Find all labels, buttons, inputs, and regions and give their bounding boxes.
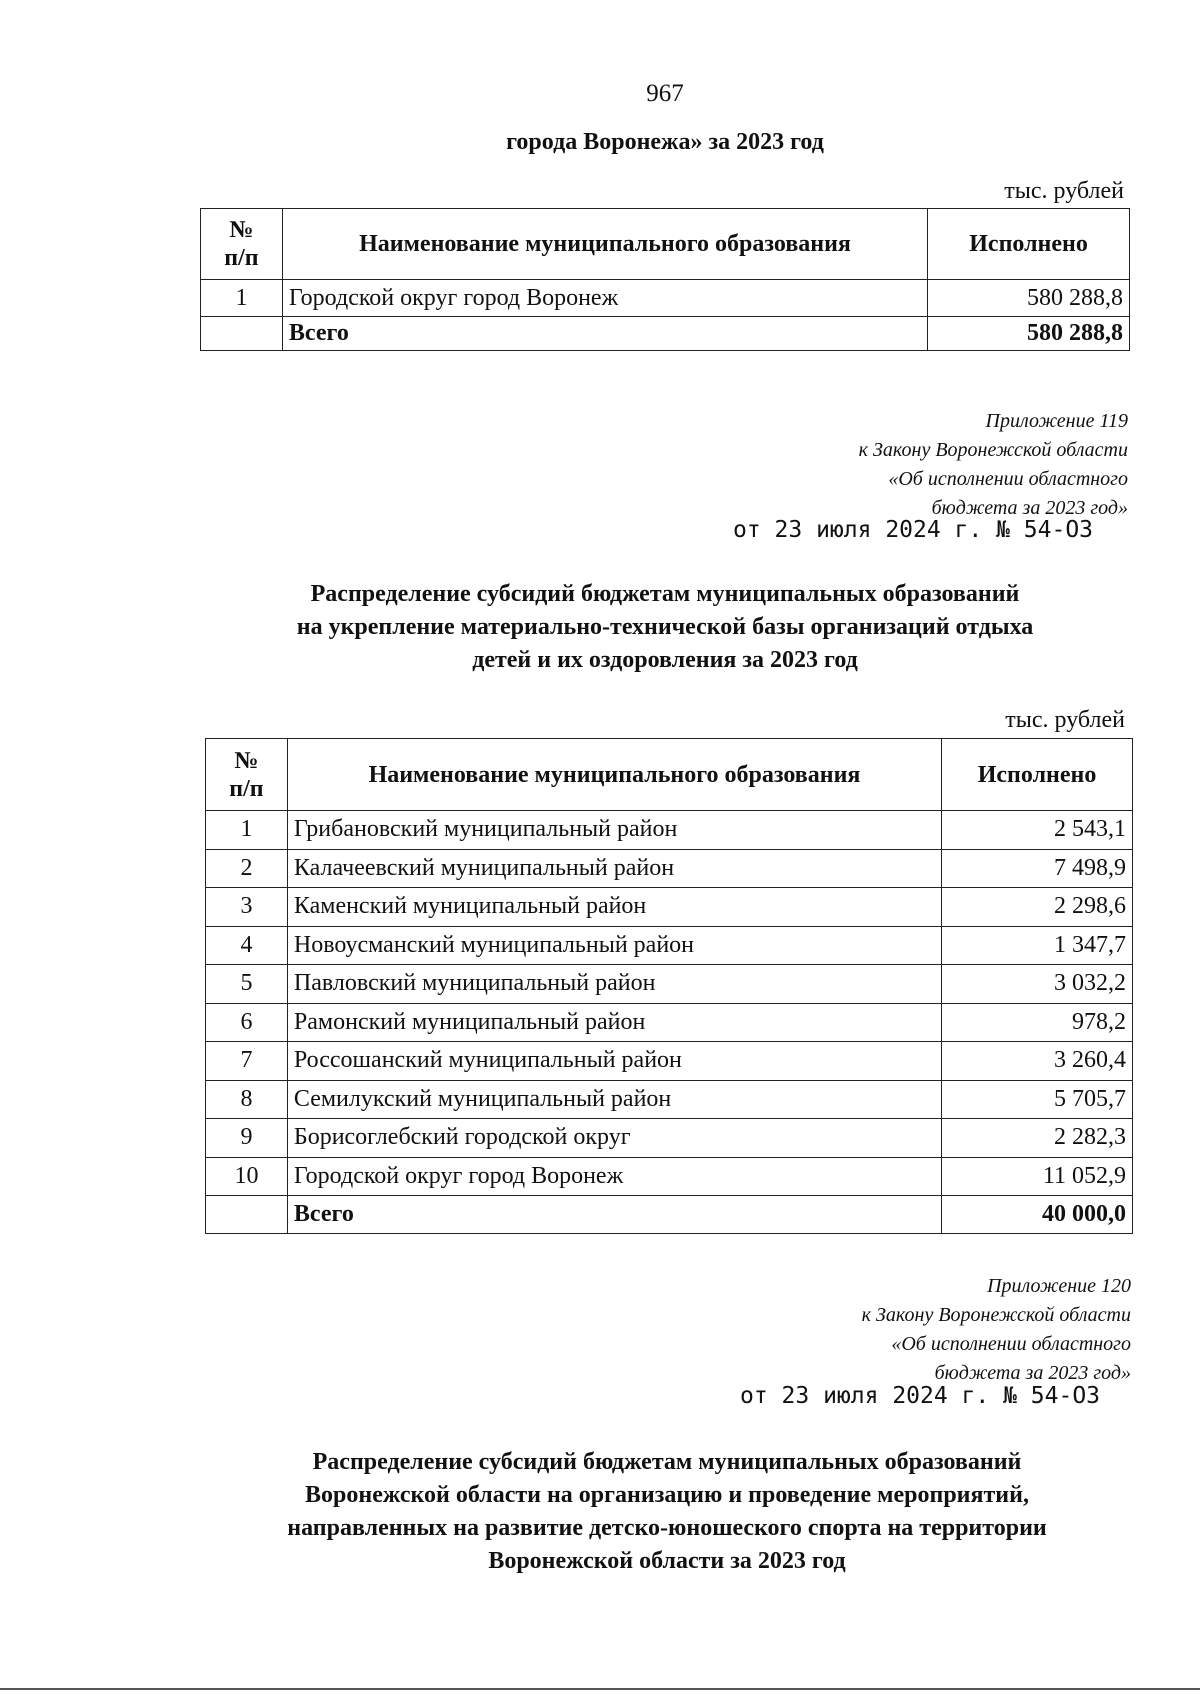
- total-label: Всего: [287, 1196, 941, 1234]
- row-num: 2: [206, 849, 288, 888]
- section2-title-line3: детей и их оздоровления за 2023 год: [472, 647, 858, 673]
- appendix-120-line4: бюджета за 2023 год»: [934, 1362, 1131, 1384]
- row-name: Каменский муниципальный район: [287, 888, 941, 927]
- row-value: 978,2: [942, 1003, 1133, 1042]
- table-row: [206, 926, 1133, 965]
- row-num: 1: [206, 811, 288, 850]
- row-value: 3 032,2: [942, 965, 1133, 1004]
- appendix-120-line1: Приложение 120: [987, 1275, 1131, 1297]
- row-num: 1: [201, 280, 283, 317]
- appendix-120: [731, 1272, 1131, 1388]
- appendix-120-line3: «Об исполнении областного: [891, 1333, 1131, 1355]
- row-name: Рамонский муниципальный район: [287, 1003, 941, 1042]
- row-name: Семилукский муниципальный район: [287, 1080, 941, 1119]
- row-name: Россошанский муниципальный район: [287, 1042, 941, 1081]
- table2-units: тыс. рублей: [1005, 707, 1125, 733]
- table1-total-row: [201, 317, 1130, 351]
- row-value: 2 543,1: [942, 811, 1133, 850]
- section3-title: [182, 1446, 1152, 1578]
- row-num: 3: [206, 888, 288, 927]
- table1-header-name: Наименование муниципального образования: [282, 209, 927, 280]
- row-num: 5: [206, 965, 288, 1004]
- table-row: [206, 811, 1133, 850]
- table-row: [206, 1080, 1133, 1119]
- row-num: 9: [206, 1119, 288, 1158]
- row-name: Городской округ город Воронеж: [282, 280, 927, 317]
- row-num: 4: [206, 926, 288, 965]
- appendix-119-stamp: от 23 июля 2024 г. № 54-ОЗ: [733, 517, 1094, 543]
- section3-title-line1: Распределение субсидий бюджетам муниципальных образований: [312, 1449, 1022, 1475]
- appendix-119-line1: Приложение 119: [985, 410, 1128, 432]
- page-number: 967: [646, 80, 684, 107]
- section2-title-line2: на укрепление материально-технической базы организаций отдыха: [296, 614, 1034, 640]
- appendix-119-line3: «Об исполнении областного: [888, 468, 1128, 490]
- table2-total-row: [206, 1196, 1133, 1234]
- continued-title: города Воронежа» за 2023 год: [506, 129, 824, 155]
- section3-title-line2: Воронежской области на организацию и проведение мероприятий,: [305, 1482, 1029, 1508]
- row-value: 5 705,7: [942, 1080, 1133, 1119]
- row-value: 7 498,9: [942, 849, 1133, 888]
- table1-header-value: Исполнено: [928, 209, 1130, 280]
- row-name: Новоусманский муниципальный район: [287, 926, 941, 965]
- table1-header-num: № п/п: [201, 209, 283, 280]
- row-value: 1 347,7: [942, 926, 1133, 965]
- section2-title: [180, 578, 1150, 677]
- appendix-119-line4: бюджета за 2023 год»: [931, 497, 1128, 519]
- row-name: Грибановский муниципальный район: [287, 811, 941, 850]
- table-row: [201, 280, 1130, 317]
- table2-header-row: [206, 739, 1133, 811]
- appendix-120-line2: к Закону Воронежской области: [861, 1304, 1131, 1326]
- table-row: [206, 1042, 1133, 1081]
- row-name: Калачеевский муниципальный район: [287, 849, 941, 888]
- table2: [205, 738, 1133, 1234]
- row-num: 10: [206, 1157, 288, 1196]
- row-num: 8: [206, 1080, 288, 1119]
- total-value: 580 288,8: [928, 317, 1130, 351]
- total-num-empty: [201, 317, 283, 351]
- row-num: 7: [206, 1042, 288, 1081]
- row-value: 3 260,4: [942, 1042, 1133, 1081]
- table1-units: тыс. рублей: [1004, 178, 1124, 204]
- table-row: [206, 888, 1133, 927]
- table2-header-name: Наименование муниципального образования: [287, 739, 941, 811]
- total-num-empty: [206, 1196, 288, 1234]
- total-value: 40 000,0: [942, 1196, 1133, 1234]
- table1: [200, 208, 1130, 351]
- row-name: Городской округ город Воронеж: [287, 1157, 941, 1196]
- table2-header-num: № п/п: [206, 739, 288, 811]
- row-name: Павловский муниципальный район: [287, 965, 941, 1004]
- row-value: 11 052,9: [942, 1157, 1133, 1196]
- bottom-rule: [0, 1688, 1200, 1690]
- row-num: 6: [206, 1003, 288, 1042]
- table-row: [206, 849, 1133, 888]
- appendix-119: [728, 407, 1128, 523]
- table-row: [206, 965, 1133, 1004]
- total-label: Всего: [282, 317, 927, 351]
- row-value: 2 282,3: [942, 1119, 1133, 1158]
- row-value: 2 298,6: [942, 888, 1133, 927]
- appendix-119-line2: к Закону Воронежской области: [858, 439, 1128, 461]
- table2-header-value: Исполнено: [942, 739, 1133, 811]
- table1-header-row: [201, 209, 1130, 280]
- row-name: Борисоглебский городской округ: [287, 1119, 941, 1158]
- row-value: 580 288,8: [928, 280, 1130, 317]
- table-row: [206, 1119, 1133, 1158]
- table-row: [206, 1003, 1133, 1042]
- section2-title-line1: Распределение субсидий бюджетам муниципальных образований: [310, 581, 1020, 607]
- section3-title-line3: направленных на развитие детско-юношеского спорта на территории: [287, 1515, 1047, 1541]
- section3-title-line4: Воронежской области за 2023 год: [488, 1548, 846, 1574]
- appendix-120-stamp: от 23 июля 2024 г. № 54-ОЗ: [740, 1383, 1101, 1409]
- table-row: [206, 1157, 1133, 1196]
